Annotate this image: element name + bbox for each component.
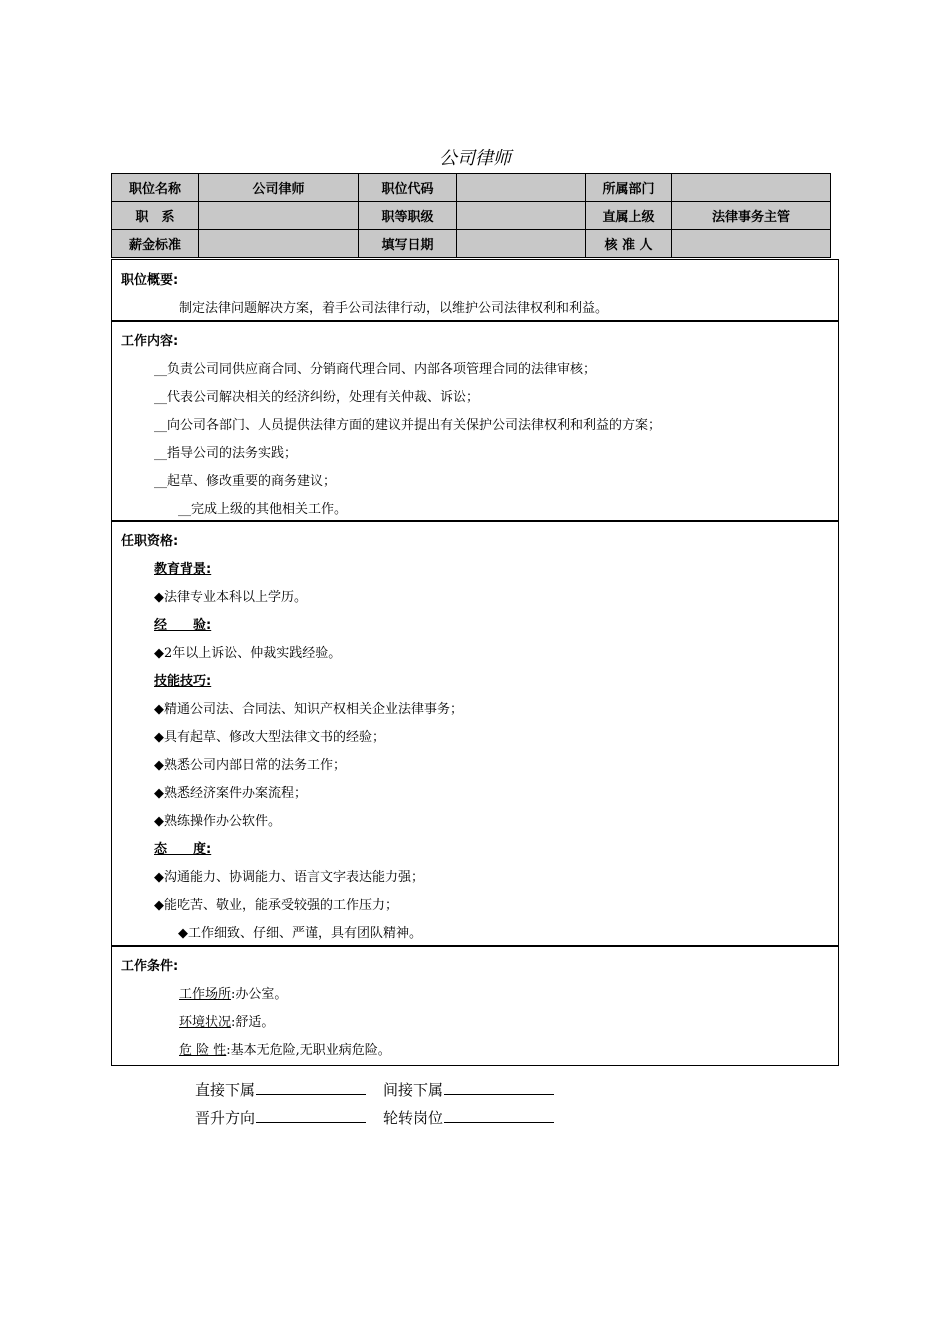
- environment-value: :舒适。: [231, 1015, 275, 1030]
- promotion-field: [195, 1106, 366, 1128]
- header-cell: [457, 202, 586, 230]
- indirect-subordinates-label: 间接下属: [383, 1081, 444, 1099]
- header-cell: 核 准 人: [586, 230, 672, 258]
- experience-item: ◆2年以上诉讼、仲裁实践经验。: [154, 646, 342, 661]
- header-cell: 职位代码: [359, 174, 457, 202]
- experience-label: 经 验:: [154, 618, 212, 633]
- risk-label: 危 险 性: [179, 1043, 227, 1058]
- header-table: [111, 173, 831, 258]
- header-cell: 直属上级: [586, 202, 672, 230]
- attitude-label: 态 度:: [154, 842, 212, 857]
- rotation-blank[interactable]: [444, 1106, 554, 1123]
- header-cell: 法律事务主管: [672, 202, 831, 230]
- indirect-subordinates-blank[interactable]: [444, 1078, 554, 1095]
- skills-label: 技能技巧:: [154, 674, 212, 689]
- header-cell: [672, 174, 831, 202]
- qualifications-section: [111, 520, 839, 947]
- header-row: [112, 230, 831, 258]
- direct-subordinates-blank[interactable]: [256, 1078, 366, 1095]
- place-value: :办公室。: [231, 987, 288, 1002]
- document-title: 公司律师: [439, 148, 511, 169]
- header-cell: 职等职级: [359, 202, 457, 230]
- environment-label: 环境状况: [179, 1015, 232, 1030]
- header-cell: [199, 202, 359, 230]
- condition-environment: [179, 1011, 274, 1030]
- overview-title: 职位概要:: [121, 273, 179, 288]
- header-row: [112, 202, 831, 230]
- overview-section: [111, 259, 839, 322]
- header-cell: [457, 230, 586, 258]
- header-cell: 填写日期: [359, 230, 457, 258]
- conditions-section: [111, 945, 839, 1066]
- qualifications-title: 任职资格:: [121, 534, 179, 549]
- duties-section: [111, 320, 839, 522]
- duty-item: __起草、修改重要的商务建议；: [154, 474, 337, 489]
- header-cell: [457, 174, 586, 202]
- promotion-label: 晋升方向: [195, 1109, 256, 1127]
- attitude-item: ◆沟通能力、协调能力、语言文字表达能力强；: [154, 870, 424, 885]
- header-cell: 公司律师: [199, 174, 359, 202]
- duties-title: 工作内容:: [121, 334, 179, 349]
- condition-risk: [179, 1039, 391, 1058]
- risk-value: :基本无危险,无职业病危险。: [226, 1043, 391, 1058]
- direct-subordinates-field: [195, 1078, 366, 1100]
- skill-item: ◆熟悉公司内部日常的法务工作；: [154, 758, 346, 773]
- condition-place: [179, 983, 287, 1002]
- header-row: [112, 174, 831, 202]
- duty-item: __完成上级的其他相关工作。: [178, 502, 348, 517]
- skill-item: ◆熟练操作办公软件。: [154, 814, 281, 829]
- duty-item: __指导公司的法务实践；: [154, 446, 298, 461]
- skill-item: ◆具有起草、修改大型法律文书的经验；: [154, 730, 385, 745]
- place-label: 工作场所: [179, 987, 232, 1002]
- education-label: 教育背景:: [154, 562, 212, 577]
- duty-item: __负责公司同供应商合同、分销商代理合同、内部各项管理合同的法律审核；: [154, 362, 597, 377]
- skill-item: ◆熟悉经济案件办案流程；: [154, 786, 307, 801]
- attitude-item: ◆能吃苦、敬业，能承受较强的工作压力；: [154, 898, 398, 913]
- skill-item: ◆精通公司法、合同法、知识产权相关企业法律事务；: [154, 702, 463, 717]
- header-cell: [672, 230, 831, 258]
- header-cell: 薪金标准: [112, 230, 199, 258]
- indirect-subordinates-field: [383, 1078, 554, 1100]
- attitude-item: ◆工作细致、仔细、严谨，具有团队精神。: [178, 926, 422, 941]
- rotation-field: [383, 1106, 554, 1128]
- header-cell: 所属部门: [586, 174, 672, 202]
- direct-subordinates-label: 直接下属: [195, 1081, 256, 1099]
- promotion-blank[interactable]: [256, 1106, 366, 1123]
- duty-item: __向公司各部门、人员提供法律方面的建议并提出有关保护公司法律权利和利益的方案；: [154, 418, 662, 433]
- rotation-label: 轮转岗位: [383, 1109, 444, 1127]
- overview-text: 制定法律问题解决方案，着手公司法律行动，以维护公司法律权利和利益。: [179, 301, 609, 316]
- education-item: ◆法律专业本科以上学历。: [154, 590, 307, 605]
- conditions-title: 工作条件:: [121, 959, 179, 974]
- header-cell: [199, 230, 359, 258]
- duty-item: __代表公司解决相关的经济纠纷，处理有关仲裁、诉讼；: [154, 390, 480, 405]
- header-cell: 职 系: [112, 202, 199, 230]
- header-cell: 职位名称: [112, 174, 199, 202]
